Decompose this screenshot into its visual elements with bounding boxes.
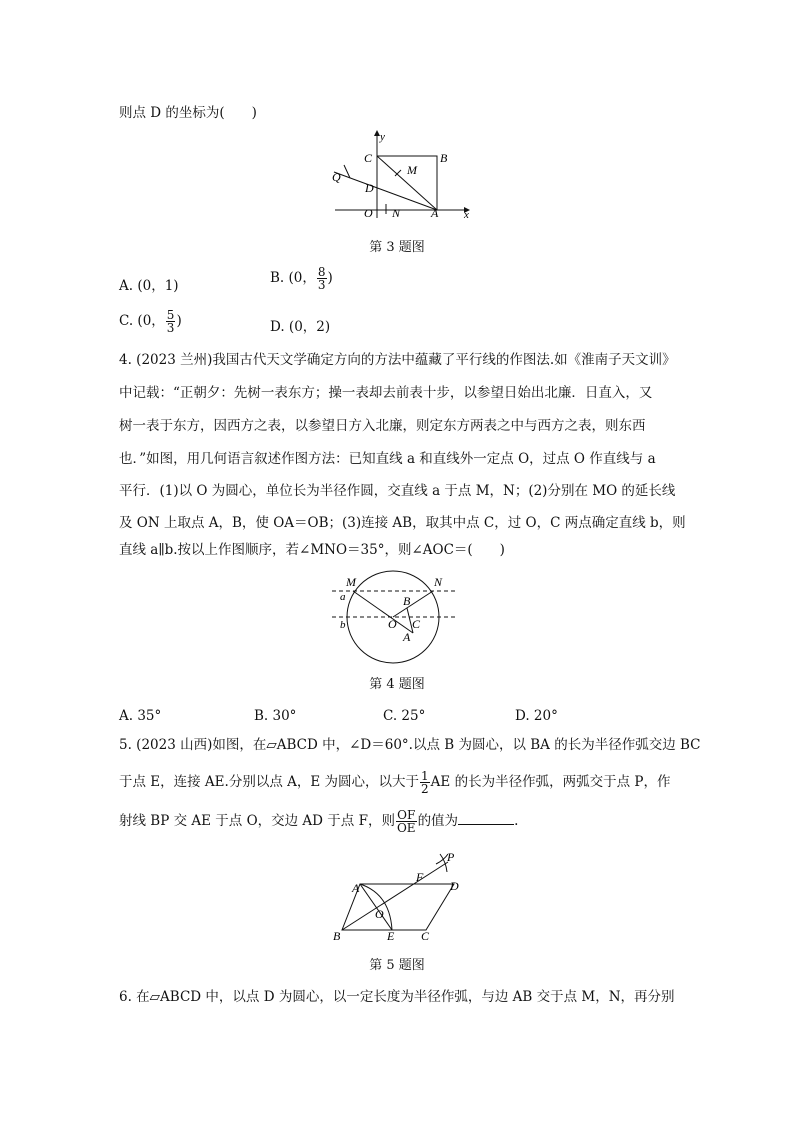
q3-caption: 第 3 题图 [369,240,425,255]
q5-line-3: 射线 BP 交 AE 于点 O，交边 AD 于点 F，则 $\frac{OF}{OE}$ 的值为 . [119,808,519,835]
q3-option-b: B. (0， $\frac{8}{3}$ ) [270,265,333,292]
q4-label-c: C [412,617,421,631]
q4-label-a: A [403,630,411,644]
q3-label-x: x [464,209,469,220]
q3-label-y: y [380,131,385,143]
q5-label-f: F [416,870,424,884]
q4-label-n: N [434,575,443,589]
q3-label-o: O [364,206,373,220]
q4-line-5: 平行．(1)以 O 为圆心，单位长为半径作圆，交直线 a 于点 M，N；(2)分别在 MO 的延长线 [119,483,676,499]
q3-label-n: N [392,206,401,220]
q5-line-1: 5. (2023 山西)如图，在▱ABCD 中，∠D＝60°.以点 B 为圆心，以 BA 的长为半径作弧交边 BC [119,737,701,753]
q4-option-b: B. 30° [254,708,297,724]
q5-label-d: D [450,879,459,893]
q4-label-o: O [388,617,397,631]
q4-label-b: B [403,594,411,608]
q4-line-1: 4. (2023 兰州)我国古代天文学确定方向的方法中蕴藏了平行线的作图法.如《淮南子天文训》 [119,352,676,368]
q3-label-b: B [440,151,448,165]
q4-label-a-line: a [340,591,346,603]
q4-label-b-line: b [340,619,346,631]
q5-label-p: P [447,850,455,864]
q4-line-4: 也．”如图，用几何语言叙述作图方法：已知直线 a 和直线外一定点 O，过点 O 作直线与 a [119,451,656,467]
q3-label-m: M [407,163,417,177]
q4-option-a: A. 35° [119,708,162,724]
q5-label-c: C [421,929,430,943]
q3-label-q: Q [332,170,341,184]
q3-option-d: D. (0，2) [270,319,331,335]
q5-label-o: O [375,907,384,921]
q4-line-2: 中记载：“正朝夕：先树一表东方；操一表却去前表十步，以参望日始出北廉．日直入，又 [119,385,653,401]
q4-caption: 第 4 题图 [369,677,425,692]
q3-label-c: C [364,151,373,165]
q5-label-b: B [333,929,341,943]
q4-option-d: D. 20° [515,708,558,724]
q3-figure [330,128,470,220]
q3-label-a: A [431,206,439,220]
q5-label-e: E [387,929,395,943]
q4-line-7: 直线 a∥b.按以上作图顺序，若∠MNO＝35°，则∠AOC＝( ) [119,542,505,558]
q3-option-c: C. (0， $\frac{5}{3}$ ) [119,308,182,335]
q3-option-a: A. (0，1) [119,278,179,294]
q5-caption: 第 5 题图 [369,958,425,973]
q6-line-1: 6. 在▱ABCD 中，以点 D 为圆心，以一定长度为半径作弧，与边 AB 交于点 M，N，再分别 [119,989,675,1005]
q4-option-c: C. 25° [383,708,426,724]
q4-line-3: 树一表于东方，因西方之表，以参望日方入北廉，则定东方两表之中与西方之表，则东西 [119,418,646,434]
q5-line-2: 于点 E，连接 AE.分别以点 A，E 为圆心，以大于 $\frac{1}{2}$ AE 的长为半径作弧，两弧交于点 P，作 [119,769,671,796]
q3-label-d: D [365,181,374,195]
q5-figure [330,850,470,944]
q5-label-a: A [352,881,360,895]
q4-label-m: M [346,575,356,589]
q3-intro: 则点 D 的坐标为( ) [119,105,257,121]
q4-figure [330,570,464,668]
q4-line-6: 及 ON 上取点 A，B，使 OA＝OB；(3)连接 AB，取其中点 C，过 O，C 两点确定直线 b，则 [119,515,686,531]
answer-blank [458,812,514,825]
